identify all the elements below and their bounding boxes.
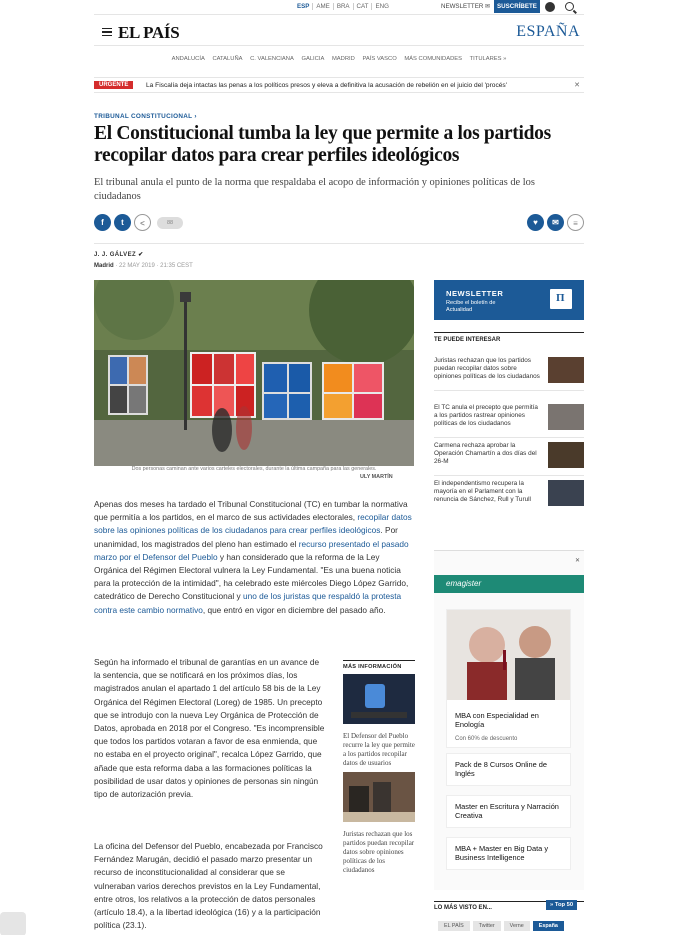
more-info-item[interactable] bbox=[343, 674, 415, 772]
ad-brand[interactable]: emagister bbox=[434, 575, 584, 593]
share-icon[interactable]: < bbox=[134, 214, 151, 231]
tab-twitter[interactable]: Twitter bbox=[473, 921, 501, 931]
newsletter-box-subtitle: Recibe el boletín de Actualidad bbox=[446, 300, 496, 313]
page-title: El Constitucional tumba la ley que permite a los partidos recopilar datos para crear perfiles ideológicos bbox=[94, 123, 551, 166]
region-link[interactable]: MÁS COMUNIDADES bbox=[404, 56, 462, 62]
ad-card[interactable] bbox=[446, 837, 571, 870]
related-thumbnail bbox=[548, 357, 584, 383]
urgent-text[interactable]: La Fiscalía deja intactas las penas a los políticos presos y eleva a definitiva la acusación de rebelión en el juicio del 'procés' bbox=[146, 82, 507, 89]
email-icon[interactable]: ✉ bbox=[547, 214, 564, 231]
timestamp: · 22 MAY 2019 · 21:35 CEST bbox=[115, 263, 193, 269]
close-icon[interactable]: ✕ bbox=[574, 82, 580, 89]
photo-credit: ULY MARTÍN bbox=[360, 474, 393, 480]
top-bar bbox=[94, 0, 584, 14]
region-link[interactable]: CATALUÑA bbox=[212, 56, 243, 62]
related-item[interactable] bbox=[434, 355, 584, 391]
more-info-title: MÁS INFORMACIÓN bbox=[343, 660, 415, 674]
share-count: 88 bbox=[157, 217, 183, 229]
logo[interactable]: EL PAÍS bbox=[118, 23, 180, 42]
related-item-text: Carmena rechaza aprobar la Operación Chamartín a dos días del 26-M bbox=[434, 442, 537, 465]
ad-card[interactable] bbox=[446, 753, 571, 786]
twitter-icon[interactable]: ✔ bbox=[138, 252, 144, 258]
paragraph-2: Según ha informado el tribunal de garantías en un avance de la sentencia, que se notificará en los próximos días, los magistrados anulan el apartado 1 del artículo 58 bis de la Ley Orgánica del Régimen Electoral (Loreg) de 1985. Un precepto que se introdujo con la nueva Ley Orgánica de Protección de Datos, aprobada en 2018 por el Congreso. "Es incomprensible que todos los partidos votaran a favor de esa enmienda, que no estaba en el proyecto original", recalca López Garrido, que añade que esta reforma daba a las formaciones políticas la posibilidad de usar datos y opiniones de personas sin ningún tipo de autorización previa. bbox=[94, 657, 325, 800]
thumbnail-image bbox=[343, 674, 415, 724]
more-info-text: El Defensor del Pueblo recurre la ley que permite a los partidos recopilar datos de usuarios bbox=[343, 732, 415, 767]
divider bbox=[94, 243, 584, 244]
more-info-box bbox=[343, 660, 415, 875]
related-thumbnail bbox=[548, 480, 584, 506]
inline-link[interactable]: recopilar datos sobre las opiniones políticas de los ciudadanos para crear perfiles ideológicos bbox=[94, 512, 412, 536]
related-item-text: Juristas rechazan que los partidos puedan recopilar datos sobre opiniones políticas de los ciudadanos bbox=[434, 357, 540, 380]
menu-icon[interactable] bbox=[102, 28, 112, 36]
lang-bra[interactable]: BRA bbox=[333, 3, 353, 10]
region-link[interactable]: GALICIA bbox=[301, 56, 325, 62]
paragraph-text: y han considerado que la reforma de la Ley Orgánica del Régimen Electoral vulnera la Ley Fundamental. "Es una buena noticia para la protección de la intimidad", ha celebrado este miércoles Diego López Garrido, catedrático de Derecho Constitucional y bbox=[94, 551, 409, 602]
tab-espana[interactable]: España bbox=[533, 921, 564, 931]
inline-link[interactable]: uno de los juristas que respaldó la protesta contra este cambio normativo bbox=[94, 591, 402, 615]
lang-esp[interactable]: ESP bbox=[297, 3, 310, 10]
ad-card-title: MBA con Especialidad en Enología bbox=[455, 711, 539, 730]
close-icon[interactable]: ✕ bbox=[574, 558, 580, 564]
newsletter-box[interactable] bbox=[434, 280, 584, 320]
subtitle: El tribunal anula el punto de la norma que respaldaba el acopo de información y opiniones políticas de los ciudadanos bbox=[94, 177, 535, 202]
image-caption: Dos personas caminan ante varios carteles electorales, durante la última campaña para las generales. bbox=[131, 466, 377, 472]
related-thumbnail bbox=[548, 442, 584, 468]
tab-verne[interactable]: Verne bbox=[504, 921, 530, 931]
region-link[interactable]: C. VALENCIANA bbox=[250, 56, 294, 62]
paragraph-text: . Por unanimidad, los magistrados del pleno han estimado el bbox=[94, 525, 398, 549]
user-icon[interactable] bbox=[545, 2, 555, 12]
related-item[interactable] bbox=[434, 440, 584, 476]
print-icon[interactable]: ≡ bbox=[567, 214, 584, 231]
related-thumbnail bbox=[548, 404, 584, 430]
newsletter-link-label: NEWSLETTER bbox=[441, 3, 484, 10]
mail-icon: ✉ bbox=[485, 3, 491, 10]
tab-elpais[interactable]: EL PAÍS bbox=[438, 921, 470, 931]
paragraph-text: , que entró en vigor en diciembre del pasado año. bbox=[202, 604, 386, 615]
related-item[interactable] bbox=[434, 478, 584, 514]
newsletter-link[interactable] bbox=[441, 3, 490, 10]
thumbnail-image bbox=[343, 772, 415, 822]
lang-cat[interactable]: CAT bbox=[353, 3, 372, 10]
facebook-icon[interactable]: f bbox=[94, 214, 111, 231]
subscribe-button[interactable]: SUSCRÍBETE bbox=[494, 0, 540, 13]
ad-card[interactable] bbox=[446, 795, 571, 828]
paragraph-3: La oficina del Defensor del Pueblo, encabezada por Francisco Fernández Marugán, decidió el pasado marzo presentar un recurso de inconstitucionalidad al considerar que se vulneraban varios derechos previstos en la Ley Fundamental, entre otros, los relativos a la protección de datos personales (artículo 18.4), a la libertad ideológica (16) y a la participación política (23.1). bbox=[94, 841, 323, 931]
ad-image bbox=[447, 610, 570, 700]
most-seen-title: LO MÁS VISTO EN... bbox=[434, 901, 584, 911]
author-name[interactable]: J. J. GÁLVEZ bbox=[94, 252, 137, 258]
urgent-banner bbox=[94, 77, 584, 93]
language-selector bbox=[294, 3, 392, 10]
feedback-widget[interactable] bbox=[0, 912, 26, 935]
paragraph-text: Apenas dos meses ha tardado el Tribunal Constitucional (TC) en tumbar la normativa que permitía a los partidos, en el marco de sus actividades electorales, bbox=[94, 499, 408, 523]
lang-eng[interactable]: ENG bbox=[371, 3, 391, 10]
share-bar bbox=[94, 214, 584, 234]
search-icon[interactable] bbox=[565, 2, 574, 11]
hero-image[interactable] bbox=[94, 280, 414, 466]
related-title: TE PUEDE INTERESAR bbox=[434, 332, 584, 343]
related-item-text: El independentismo recupera la mayoría en el Parlament con la renuncia de Sánchez, Rull y Turull bbox=[434, 480, 531, 503]
newsletter-box-title: NEWSLETTER bbox=[446, 289, 504, 298]
region-link[interactable]: MADRID bbox=[331, 56, 355, 62]
most-seen-tabs bbox=[438, 921, 564, 931]
more-info-item[interactable] bbox=[343, 772, 415, 875]
top50-button[interactable]: » Top 50 bbox=[546, 900, 577, 910]
lang-ame[interactable]: AME bbox=[312, 3, 332, 10]
regions-nav bbox=[94, 56, 584, 62]
ad-card[interactable] bbox=[446, 609, 571, 748]
section-kicker[interactable]: TRIBUNAL CONSTITUCIONAL › bbox=[94, 113, 197, 120]
byline bbox=[94, 251, 144, 258]
urgent-tag: URGENTE bbox=[94, 81, 133, 89]
region-link[interactable]: ANDALUCÍA bbox=[171, 56, 205, 62]
ad-card-title: MBA + Master en Big Data y Business Intelligence bbox=[455, 844, 549, 863]
twitter-icon[interactable]: t bbox=[114, 214, 131, 231]
ad-card-subtitle: Con 60% de descuento bbox=[455, 735, 518, 742]
paragraph-1 bbox=[94, 498, 414, 617]
ad-card-title: Master en Escritura y Narración Creativa bbox=[455, 802, 559, 821]
more-info-text: Juristas rechazan que los partidos puedan recopilar datos sobre opiniones políticas de los ciudadanos bbox=[343, 830, 415, 874]
city: Madrid bbox=[94, 263, 114, 269]
envelope-icon bbox=[550, 289, 572, 309]
advertisement bbox=[434, 550, 584, 890]
related-item[interactable] bbox=[434, 402, 584, 438]
region-link[interactable]: PAÍS VASCO bbox=[362, 56, 397, 62]
dateline bbox=[94, 263, 193, 269]
ad-card-title: Pack de 8 Cursos Online de Inglés bbox=[455, 760, 548, 779]
hero-photo-illustration bbox=[94, 280, 414, 466]
heart-icon[interactable]: ♥ bbox=[527, 214, 544, 231]
related-item-text: El TC anula el precepto que permitía a los partidos rastrear opiniones políticas de los ciudadanos bbox=[434, 404, 538, 427]
region-link[interactable]: TITULARES » bbox=[469, 56, 507, 62]
inline-link[interactable]: recurso presentado el pasado marzo por el Defensor del Pueblo bbox=[94, 538, 409, 562]
masthead bbox=[94, 14, 584, 46]
edition-label[interactable]: ESPAÑA bbox=[516, 23, 580, 40]
